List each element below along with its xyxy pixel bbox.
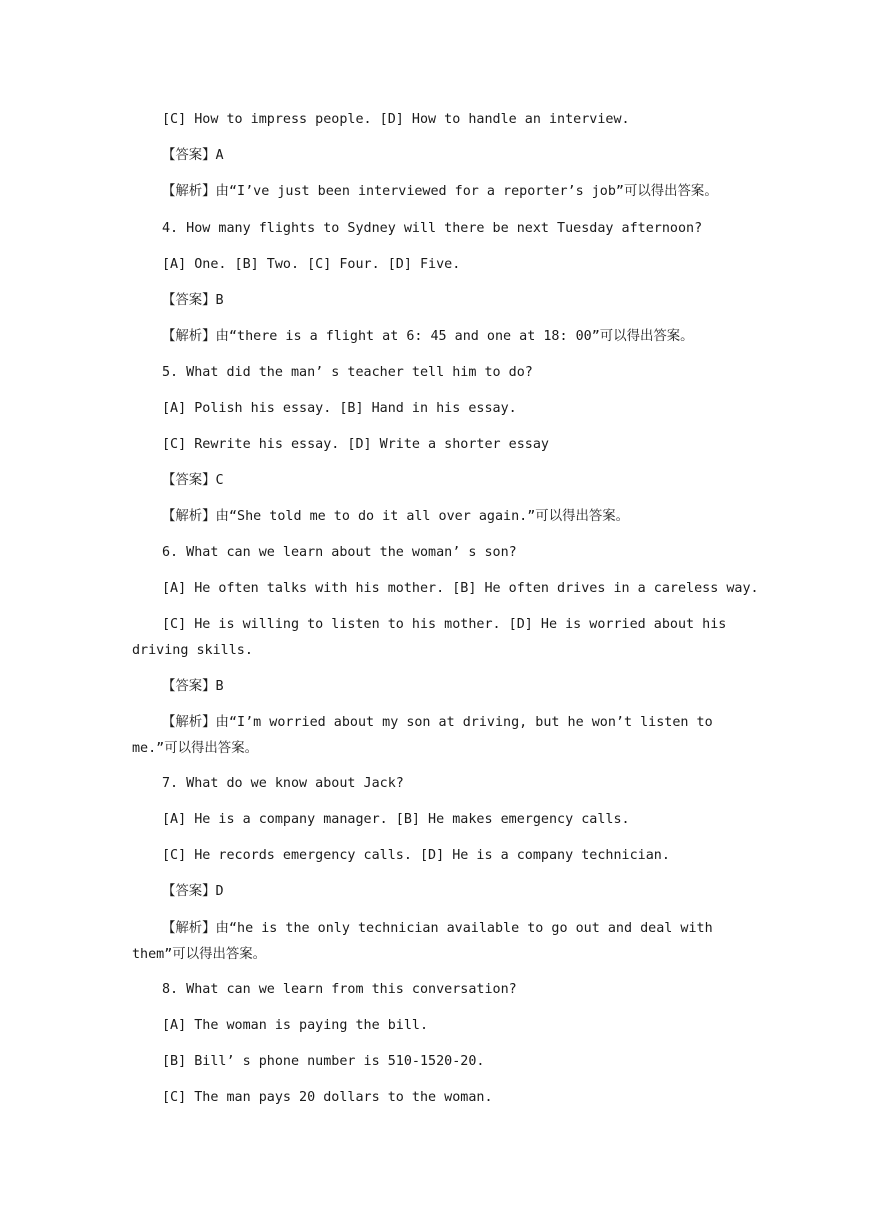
q7-question: 7. What do we know about Jack? [162,776,404,791]
q8-option-a: [A] The woman is paying the bill. [162,1018,429,1033]
q7-options-ab: [A] He is a company manager. [B] He makes emergency calls. [162,812,630,827]
q6-options-cd: [C] He is willing to listen to his mother. [D] He is worried about his driving skills. [132,617,727,658]
q4-answer: 【答案】B [162,293,224,308]
q4-options: [A] One. [B] Two. [C] Four. [D] Five. [162,257,461,272]
q6-explanation: 【解析】由“I’m worried about my son at driving, but he won’t listen to me.”可以得出答案。 [132,715,713,756]
q7-explanation: 【解析】由“he is the only technician available to go out and deal with them”可以得出答案。 [132,921,713,962]
q8-option-c: [C] The man pays 20 dollars to the woman. [162,1090,493,1105]
q6-answer: 【答案】B [162,679,224,694]
q5-options-ab: [A] Polish his essay. [B] Hand in his essay. [162,401,517,416]
q5-question: 5. What did the man’ s teacher tell him to do? [162,365,533,380]
q8-question: 8. What can we learn from this conversation? [162,982,517,997]
q3-options-cd: [C] How to impress people. [D] How to handle an interview. [162,112,630,127]
q5-options-cd: [C] Rewrite his essay. [D] Write a shorter essay [162,437,549,452]
q4-explanation: 【解析】由“there is a flight at 6: 45 and one at 18: 00”可以得出答案。 [162,329,694,344]
q4-question: 4. How many flights to Sydney will there be next Tuesday afternoon? [162,221,703,236]
q7-answer: 【答案】D [162,884,224,899]
q6-question: 6. What can we learn about the woman’ s son? [162,545,517,560]
q8-option-b: [B] Bill’ s phone number is 510-1520-20. [162,1054,485,1069]
q5-explanation: 【解析】由“She told me to do it all over again.”可以得出答案。 [162,509,630,524]
q6-options-ab: [A] He often talks with his mother. [B] He often drives in a careless way. [162,581,759,596]
q3-answer: 【答案】A [162,148,224,163]
q3-explanation: 【解析】由“I’ve just been interviewed for a reporter’s job”可以得出答案。 [162,184,718,199]
q5-answer: 【答案】C [162,473,224,488]
q7-options-cd: [C] He records emergency calls. [D] He is a company technician. [162,848,670,863]
